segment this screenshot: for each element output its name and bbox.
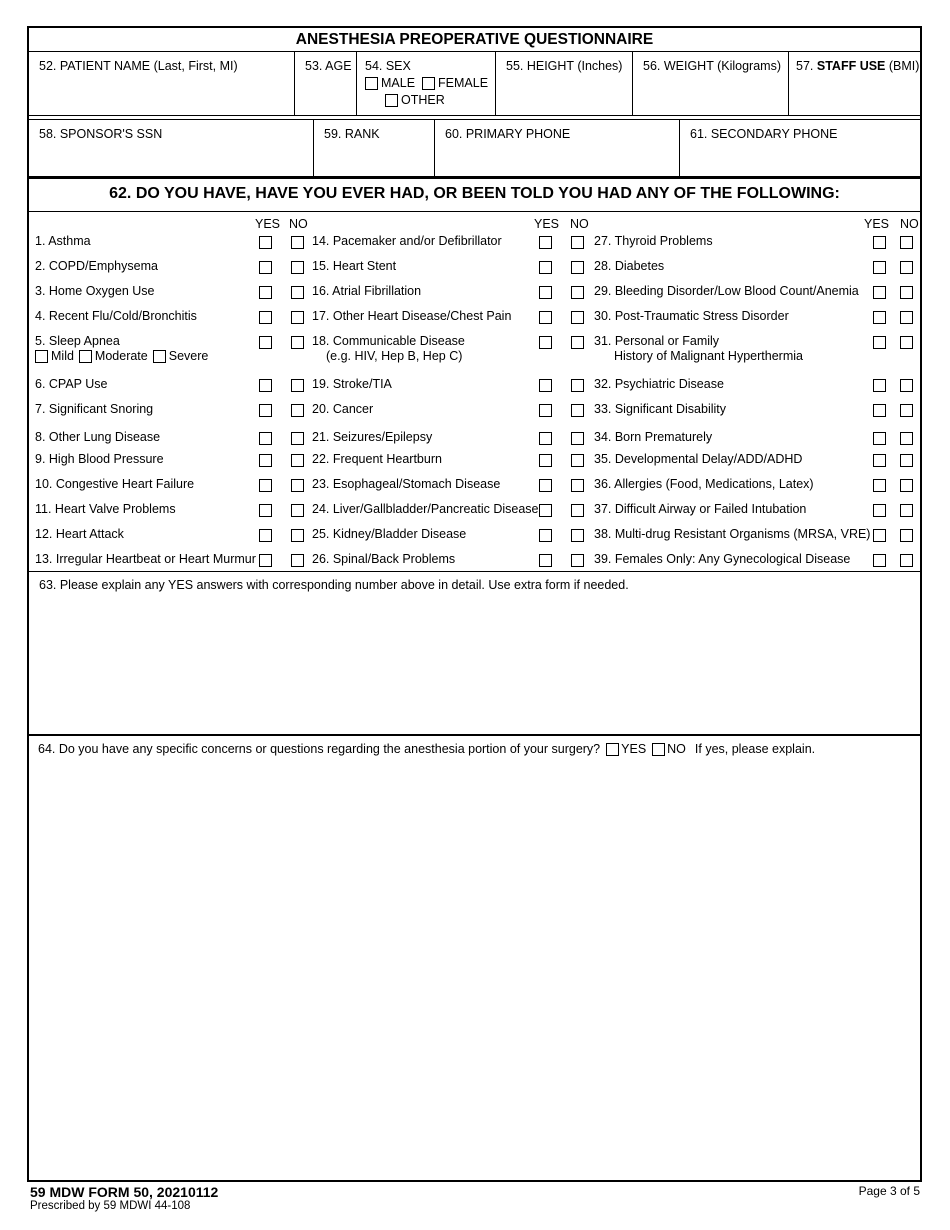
- patient-name-field[interactable]: [29, 52, 294, 115]
- col2-item-13-no-checkbox[interactable]: [571, 554, 584, 567]
- col3-item-6-yes-checkbox[interactable]: [873, 379, 886, 392]
- col3-item-5-yes-checkbox[interactable]: [873, 336, 886, 349]
- condition-label: 9. High Blood Pressure: [35, 452, 164, 466]
- col1-item-7-yes-checkbox[interactable]: [259, 404, 272, 417]
- col2-item-1: [312, 234, 502, 248]
- col3-item-5: [594, 334, 803, 363]
- col3-item-6: [594, 377, 724, 391]
- col2-no-header: NO: [570, 217, 589, 231]
- rank-field[interactable]: [313, 120, 434, 176]
- sleep-apnea-moderate-checkbox[interactable]: [79, 350, 92, 363]
- condition-label: 1. Asthma: [35, 234, 91, 248]
- col3-item-8-no-checkbox[interactable]: [900, 432, 913, 445]
- col1-item-10-no-checkbox[interactable]: [291, 479, 304, 492]
- col2-yes-header: YES: [534, 217, 560, 231]
- sleep-apnea-severity-row: [35, 349, 208, 363]
- sponsor-info-row: [29, 119, 920, 178]
- col3-item-3-yes-checkbox[interactable]: [873, 286, 886, 299]
- col3-item-10: [594, 477, 814, 491]
- q64-no-label: NO: [667, 742, 686, 756]
- col1-item-10: [35, 477, 194, 491]
- col3-item-6-no-checkbox[interactable]: [900, 379, 913, 392]
- q64-no-checkbox[interactable]: [652, 743, 665, 756]
- question-64-area[interactable]: [29, 736, 920, 1186]
- col2-item-9-no-checkbox[interactable]: [571, 454, 584, 467]
- condition-label: 2. COPD/Emphysema: [35, 259, 158, 273]
- primary-phone-label: 60. PRIMARY PHONE: [445, 127, 571, 141]
- footer-form-info: [30, 1184, 218, 1212]
- col3-item-13: [594, 552, 850, 566]
- col2-item-10-yes-checkbox[interactable]: [539, 479, 552, 492]
- weight-field[interactable]: [632, 52, 788, 115]
- staff-use-suffix: (BMI): [888, 59, 920, 73]
- condition-label: 6. CPAP Use: [35, 377, 108, 391]
- col1-item-9-no-checkbox[interactable]: [291, 454, 304, 467]
- condition-label: 14. Pacemaker and/or Defibrillator: [312, 234, 502, 248]
- condition-label: 28. Diabetes: [594, 259, 665, 273]
- col1-item-11-yes-checkbox[interactable]: [259, 504, 272, 517]
- col2-item-6-yes-checkbox[interactable]: [539, 379, 552, 392]
- col1-item-2: [35, 259, 158, 273]
- col1-item-11: [35, 502, 176, 516]
- sex-female-label: FEMALE: [438, 76, 489, 90]
- condition-label: 12. Heart Attack: [35, 527, 124, 541]
- col3-item-11-no-checkbox[interactable]: [900, 504, 913, 517]
- condition-label: 37. Difficult Airway or Failed Intubation: [594, 502, 807, 516]
- sponsor-ssn-label: 58. SPONSOR'S SSN: [39, 127, 163, 141]
- age-field[interactable]: [294, 52, 356, 115]
- col2-item-5-no-checkbox[interactable]: [571, 336, 584, 349]
- col2-item-7: [312, 402, 373, 416]
- col2-item-9-yes-checkbox[interactable]: [539, 454, 552, 467]
- col2-item-1-yes-checkbox[interactable]: [539, 236, 552, 249]
- col2-item-3: [312, 284, 421, 298]
- question-64-label: 64. Do you have any specific concerns or questions regarding the anesthesia portion of your surgery?: [38, 742, 601, 756]
- col3-item-12-yes-checkbox[interactable]: [873, 529, 886, 542]
- col1-item-13-yes-checkbox[interactable]: [259, 554, 272, 567]
- col2-item-5: [312, 334, 465, 363]
- col1-item-6-no-checkbox[interactable]: [291, 379, 304, 392]
- col3-item-2-no-checkbox[interactable]: [900, 261, 913, 274]
- col3-item-12: [594, 527, 870, 541]
- col3-item-4-no-checkbox[interactable]: [900, 311, 913, 324]
- col1-item-8-no-checkbox[interactable]: [291, 432, 304, 445]
- col1-item-13: [35, 552, 256, 566]
- staff-use-label: STAFF USE: [816, 59, 886, 73]
- col1-item-12-no-checkbox[interactable]: [291, 529, 304, 542]
- col2-item-11-no-checkbox[interactable]: [571, 504, 584, 517]
- sleep-apnea-severe-checkbox[interactable]: [153, 350, 166, 363]
- condition-label: 22. Frequent Heartburn: [312, 452, 442, 466]
- col3-item-11: [594, 502, 806, 516]
- condition-label: 5. Sleep Apnea: [35, 334, 120, 348]
- q64-yes-checkbox[interactable]: [606, 743, 619, 756]
- col3-yes-header: YES: [864, 217, 890, 231]
- col1-item-1-yes-checkbox[interactable]: [259, 236, 272, 249]
- primary-phone-field[interactable]: [434, 120, 679, 176]
- condition-label: 4. Recent Flu/Cold/Bronchitis: [35, 309, 197, 323]
- col2-item-7-no-checkbox[interactable]: [571, 404, 584, 417]
- col3-item-13-no-checkbox[interactable]: [900, 554, 913, 567]
- col3-item-7-no-checkbox[interactable]: [900, 404, 913, 417]
- col2-item-11-yes-checkbox[interactable]: [539, 504, 552, 517]
- condition-label: 32. Psychiatric Disease: [594, 377, 724, 391]
- col3-no-header: NO: [900, 217, 919, 231]
- col3-item-4-yes-checkbox[interactable]: [873, 311, 886, 324]
- condition-label: 18. Communicable Disease: [312, 334, 465, 348]
- condition-label: 38. Multi-drug Resistant Organisms (MRSA, VRE): [594, 527, 871, 541]
- col2-item-12-no-checkbox[interactable]: [571, 529, 584, 542]
- col3-item-5-no-checkbox[interactable]: [900, 336, 913, 349]
- col1-item-7-no-checkbox[interactable]: [291, 404, 304, 417]
- sex-female-checkbox[interactable]: [422, 77, 435, 90]
- sleep-apnea-moderate-label: Moderate: [94, 349, 148, 363]
- col3-item-12-no-checkbox[interactable]: [900, 529, 913, 542]
- col2-item-6: [312, 377, 392, 391]
- secondary-phone-label: 61. SECONDARY PHONE: [690, 127, 838, 141]
- col1-yes-header: YES: [255, 217, 281, 231]
- condition-label: 30. Post-Traumatic Stress Disorder: [594, 309, 789, 323]
- condition-label: 3. Home Oxygen Use: [35, 284, 155, 298]
- col1-item-4-yes-checkbox[interactable]: [259, 311, 272, 324]
- col3-item-13-yes-checkbox[interactable]: [873, 554, 886, 567]
- question-62-heading: 62. DO YOU HAVE, HAVE YOU EVER HAD, OR BEEN TOLD YOU HAD ANY OF THE FOLLOWING:: [29, 178, 920, 212]
- condition-label: 31. Personal or Family: [594, 334, 720, 348]
- col3-item-8-yes-checkbox[interactable]: [873, 432, 886, 445]
- col1-item-6: [35, 377, 108, 391]
- col2-item-10-no-checkbox[interactable]: [571, 479, 584, 492]
- condition-label: 33. Significant Disability: [594, 402, 727, 416]
- condition-label: 15. Heart Stent: [312, 259, 397, 273]
- col2-item-13: [312, 552, 455, 566]
- col3-item-2: [594, 259, 664, 273]
- condition-label: 29. Bleeding Disorder/Low Blood Count/Anemia: [594, 284, 859, 298]
- col1-item-1: [35, 234, 91, 248]
- col2-item-3-yes-checkbox[interactable]: [539, 286, 552, 299]
- col2-item-4-yes-checkbox[interactable]: [539, 311, 552, 324]
- col1-item-4-no-checkbox[interactable]: [291, 311, 304, 324]
- q64-yes-label: YES: [621, 742, 647, 756]
- condition-label: 17. Other Heart Disease/Chest Pain: [312, 309, 512, 323]
- sex-label: 54. SEX: [365, 59, 411, 73]
- col3-item-8: [594, 430, 712, 444]
- condition-label: 27. Thyroid Problems: [594, 234, 713, 248]
- col2-item-7-yes-checkbox[interactable]: [539, 404, 552, 417]
- form-number: 59 MDW FORM 50, 20210112: [30, 1184, 219, 1200]
- col1-item-3: [35, 284, 155, 298]
- condition-label: 36. Allergies (Food, Medications, Latex): [594, 477, 814, 491]
- col1-item-13-no-checkbox[interactable]: [291, 554, 304, 567]
- conditions-grid: [29, 212, 920, 572]
- height-label: 55. HEIGHT (Inches): [506, 59, 623, 73]
- col1-item-11-no-checkbox[interactable]: [291, 504, 304, 517]
- col2-item-2: [312, 259, 396, 273]
- bmi-field[interactable]: [788, 52, 920, 115]
- col2-item-12: [312, 527, 466, 541]
- staff-use-prefix: 57.: [796, 59, 814, 73]
- col2-item-4-no-checkbox[interactable]: [571, 311, 584, 324]
- col1-item-10-yes-checkbox[interactable]: [259, 479, 272, 492]
- condition-label: 10. Congestive Heart Failure: [35, 477, 195, 491]
- col1-item-8: [35, 430, 160, 444]
- col3-item-10-yes-checkbox[interactable]: [873, 479, 886, 492]
- col2-item-8: [312, 430, 432, 444]
- condition-label: 34. Born Prematurely: [594, 430, 713, 444]
- col1-item-5: [35, 334, 208, 363]
- sex-male-checkbox[interactable]: [365, 77, 378, 90]
- sex-male-label: MALE: [381, 76, 416, 90]
- prescribed-by: Prescribed by 59 MDWI 44-108: [30, 1200, 191, 1212]
- col1-item-5-no-checkbox[interactable]: [291, 336, 304, 349]
- col3-item-9-yes-checkbox[interactable]: [873, 454, 886, 467]
- page-number: Page 3 of 5: [858, 1184, 920, 1198]
- condition-label: 21. Seizures/Epilepsy: [312, 430, 433, 444]
- col2-item-8-yes-checkbox[interactable]: [539, 432, 552, 445]
- col1-item-7: [35, 402, 153, 416]
- condition-label: 23. Esophageal/Stomach Disease: [312, 477, 501, 491]
- col2-item-5-yes-checkbox[interactable]: [539, 336, 552, 349]
- condition-label: 16. Atrial Fibrillation: [312, 284, 422, 298]
- sex-field: [356, 52, 495, 115]
- patient-info-row: [29, 52, 920, 116]
- sleep-apnea-mild-checkbox[interactable]: [35, 350, 48, 363]
- col3-item-3: [594, 284, 859, 298]
- col2-item-13-yes-checkbox[interactable]: [539, 554, 552, 567]
- col3-item-2-yes-checkbox[interactable]: [873, 261, 886, 274]
- col2-item-9: [312, 452, 442, 466]
- col2-item-4: [312, 309, 511, 323]
- condition-label: 39. Females Only: Any Gynecological Disease: [594, 552, 851, 566]
- col3-item-4: [594, 309, 789, 323]
- form-title: ANESTHESIA PREOPERATIVE QUESTIONNAIRE: [29, 28, 920, 52]
- condition-label: 25. Kidney/Bladder Disease: [312, 527, 467, 541]
- col1-item-6-yes-checkbox[interactable]: [259, 379, 272, 392]
- col1-item-2-yes-checkbox[interactable]: [259, 261, 272, 274]
- condition-label: 20. Cancer: [312, 402, 374, 416]
- col3-item-1-yes-checkbox[interactable]: [873, 236, 886, 249]
- col3-item-11-yes-checkbox[interactable]: [873, 504, 886, 517]
- col3-item-9-no-checkbox[interactable]: [900, 454, 913, 467]
- communicable-disease-examples: (e.g. HIV, Hep B, Hep C): [326, 349, 463, 363]
- col3-item-9: [594, 452, 802, 466]
- col1-item-5-yes-checkbox[interactable]: [259, 336, 272, 349]
- col2-item-11: [312, 502, 539, 516]
- condition-label: 13. Irregular Heartbeat or Heart Murmur: [35, 552, 256, 566]
- rank-label: 59. RANK: [324, 127, 380, 141]
- col2-item-10: [312, 477, 500, 491]
- col1-item-8-yes-checkbox[interactable]: [259, 432, 272, 445]
- col1-item-9: [35, 452, 164, 466]
- col1-item-12-yes-checkbox[interactable]: [259, 529, 272, 542]
- question-63-label: 63. Please explain any YES answers with corresponding number above in detail. Use extra form if needed.: [39, 578, 629, 592]
- col1-item-3-yes-checkbox[interactable]: [259, 286, 272, 299]
- hyperthermia-history-label: History of Malignant Hyperthermia: [614, 349, 803, 363]
- questionnaire-form: [27, 26, 922, 1182]
- col2-item-1-no-checkbox[interactable]: [571, 236, 584, 249]
- condition-label: 8. Other Lung Disease: [35, 430, 161, 444]
- col3-item-1-no-checkbox[interactable]: [900, 236, 913, 249]
- col1-item-3-no-checkbox[interactable]: [291, 286, 304, 299]
- condition-label: 24. Liver/Gallbladder/Pancreatic Disease: [312, 502, 539, 516]
- col1-item-12: [35, 527, 124, 541]
- col1-item-1-no-checkbox[interactable]: [291, 236, 304, 249]
- condition-label: 19. Stroke/TIA: [312, 377, 392, 391]
- col1-no-header: NO: [289, 217, 308, 231]
- col1-item-4: [35, 309, 197, 323]
- q64-tail: If yes, please explain.: [694, 742, 816, 756]
- sex-options-row: [365, 76, 495, 90]
- sponsor-ssn-field[interactable]: [29, 120, 313, 176]
- col3-item-3-no-checkbox[interactable]: [900, 286, 913, 299]
- sleep-apnea-severe-label: Severe: [168, 349, 209, 363]
- age-label: 53. AGE: [305, 59, 352, 73]
- col3-item-7: [594, 402, 726, 416]
- sex-other-row: [365, 93, 495, 107]
- condition-label: 11. Heart Valve Problems: [35, 502, 176, 516]
- col3-item-1: [594, 234, 713, 248]
- col2-item-2-yes-checkbox[interactable]: [539, 261, 552, 274]
- condition-label: 7. Significant Snoring: [35, 402, 154, 416]
- col1-item-2-no-checkbox[interactable]: [291, 261, 304, 274]
- sex-other-checkbox[interactable]: [385, 94, 398, 107]
- condition-label: 26. Spinal/Back Problems: [312, 552, 456, 566]
- height-field[interactable]: [495, 52, 632, 115]
- col3-item-10-no-checkbox[interactable]: [900, 479, 913, 492]
- col2-item-6-no-checkbox[interactable]: [571, 379, 584, 392]
- patient-name-label: 52. PATIENT NAME (Last, First, MI): [39, 59, 238, 73]
- col2-item-2-no-checkbox[interactable]: [571, 261, 584, 274]
- sleep-apnea-mild-label: Mild: [51, 349, 74, 363]
- weight-label: 56. WEIGHT (Kilograms): [643, 59, 781, 73]
- col3-item-7-yes-checkbox[interactable]: [873, 404, 886, 417]
- col2-item-12-yes-checkbox[interactable]: [539, 529, 552, 542]
- col1-item-9-yes-checkbox[interactable]: [259, 454, 272, 467]
- question-63-explain-area[interactable]: [29, 572, 920, 736]
- sex-other-label: OTHER: [401, 93, 445, 107]
- col2-item-3-no-checkbox[interactable]: [571, 286, 584, 299]
- secondary-phone-field[interactable]: [679, 120, 920, 176]
- condition-label: 35. Developmental Delay/ADD/ADHD: [594, 452, 803, 466]
- col2-item-8-no-checkbox[interactable]: [571, 432, 584, 445]
